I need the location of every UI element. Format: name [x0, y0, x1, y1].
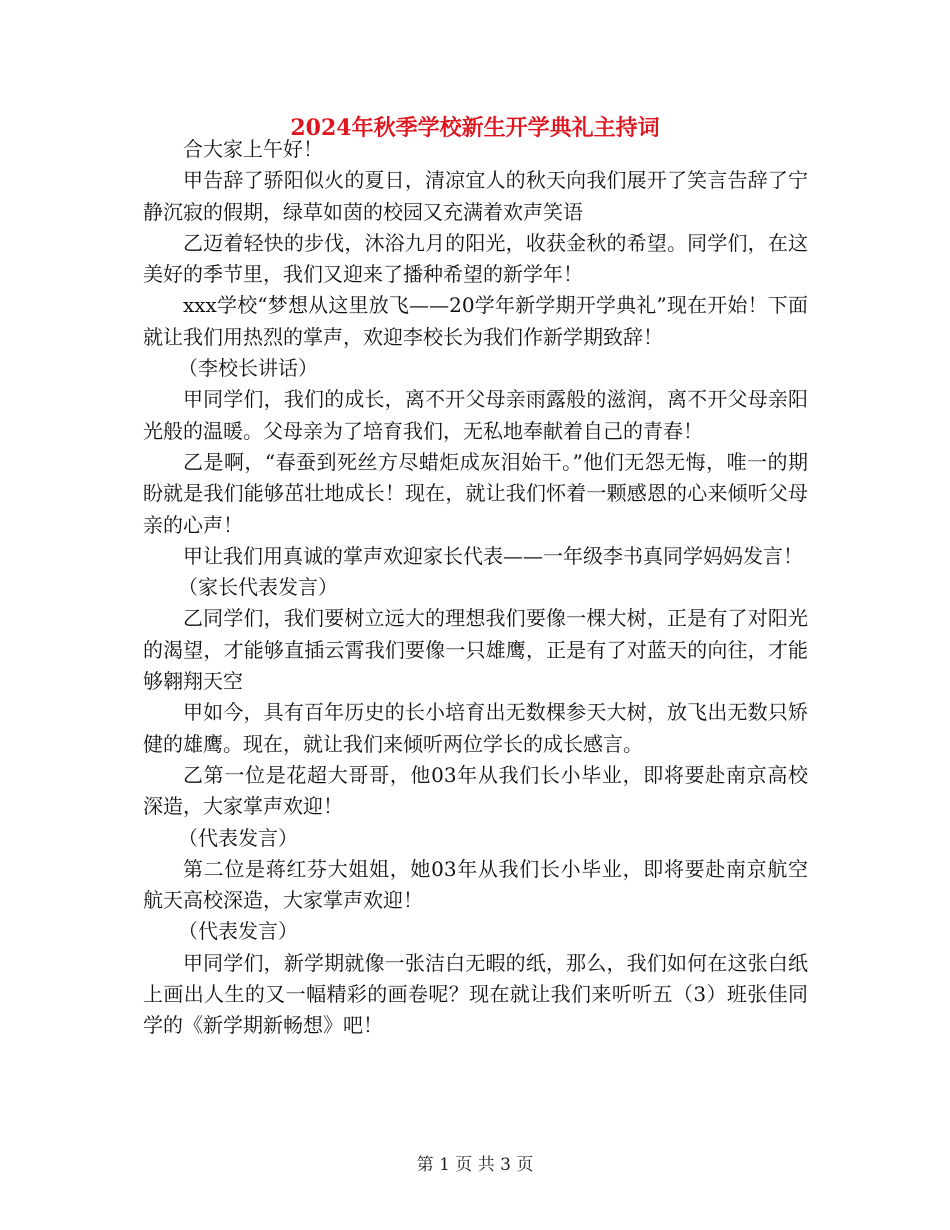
paragraph: 乙是啊，“春蚕到死丝方尽蜡炬成灰泪始干。”他们无怨无悔，唯一的期盼就是我们能够茁壮地成长！现在，就让我们怀着一颗感恩的心来倾听父母亲的心声！	[143, 449, 808, 537]
paragraph: 甲让我们用真诚的掌声欢迎家长代表——一年级李书真同学妈妈发言！	[183, 543, 803, 568]
paragraph: 甲同学们，我们的成长，离不开父母亲雨露般的滋润，离不开父母亲阳光般的温暖。父母亲为了培育我们，无私地奉献着自己的青春！	[143, 387, 808, 443]
paragraph: 乙第一位是花超大哥哥，他03年从我们长小毕业，即将要赴南京高校深造，大家掌声欢迎！	[143, 762, 808, 819]
paragraph: 甲如今，具有百年历史的长小培育出无数棵参天大树，放飞出无数只矫健的雄鹰。现在，就让我们来倾听两位学长的成长感言。	[143, 700, 808, 756]
paragraph: 乙迈着轻快的步伐，沐浴九月的阳光，收获金秋的希望。同学们，在这美好的季节里，我们又迎来了播种希望的新学年！	[143, 230, 808, 287]
paragraph-greeting: 合大家上午好！	[183, 137, 323, 161]
stage-direction: （家长代表发言）	[178, 575, 338, 600]
paragraph: 甲同学们，新学期就像一张洁白无暇的纸，那么，我们如何在这张白纸上画出人生的又一幅精彩的画卷呢？现在就让我们来听听五（3）班张佳同学的《新学期新畅想》吧！	[143, 950, 808, 1038]
document-title: 2024年秋季学校新生开学典礼主持词	[290, 115, 660, 141]
paragraph: 第二位是蒋红芬大姐姐，她03年从我们长小毕业，即将要赴南京航空航天高校深造，大家掌声欢迎！	[143, 856, 808, 913]
paragraph: 甲告辞了骄阳似火的夏日，清凉宜人的秋天向我们展开了笑言告辞了宁静沉寂的假期，绿草如茵的校园又充满着欢声笑语	[143, 168, 808, 224]
page-number: 第 1 页 共 3 页	[416, 1155, 534, 1175]
document-body	[143, 134, 808, 1042]
stage-direction: （代表发言）	[178, 825, 298, 850]
stage-direction: （代表发言）	[178, 919, 298, 944]
paragraph: xxx学校“梦想从这里放飞——20学年新学期开学典礼”现在开始！下面就让我们用热烈的掌声，欢迎李校长为我们作新学期致辞！	[143, 293, 808, 349]
paragraph: 乙同学们，我们要树立远大的理想我们要像一棵大树，正是有了对阳光的渴望，才能够直插云霄我们要像一只雄鹰，正是有了对蓝天的向往，才能够翱翔天空	[143, 606, 808, 694]
stage-direction: （李校长讲话）	[178, 356, 318, 381]
